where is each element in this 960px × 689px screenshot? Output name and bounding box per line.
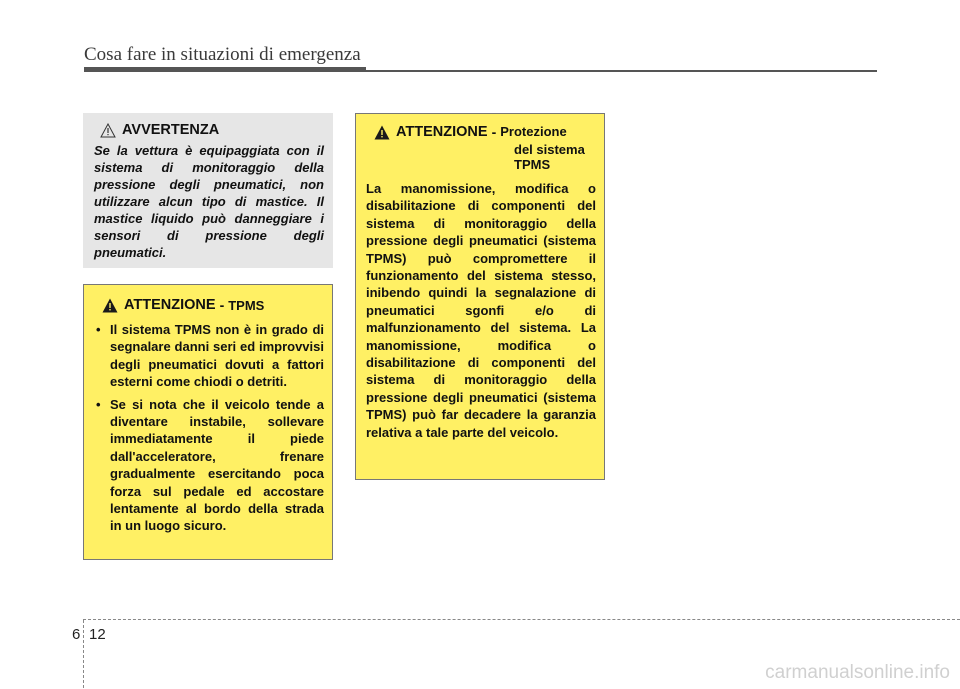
attenzione-protezione-heading bbox=[366, 124, 596, 140]
attenzione-protezione-label: ATTENZIONE bbox=[396, 124, 488, 140]
header-rule-thick bbox=[84, 67, 366, 72]
attenzione-tpms-list bbox=[94, 321, 324, 535]
attenzione-protezione-sub-line3: TPMS bbox=[514, 157, 551, 172]
section-number: 6 bbox=[72, 626, 81, 643]
warning-triangle-outline-icon bbox=[100, 123, 116, 138]
list-item-text: Il sistema TPMS non è in grado di segnalare danni seri ed improvvisi degli pneumatici dovuti a fattori esterni come chiodi o detriti. bbox=[110, 322, 324, 390]
attenzione-tpms-box bbox=[83, 284, 333, 560]
attenzione-tpms-separator: - bbox=[219, 297, 225, 313]
attenzione-protezione-separator: - bbox=[491, 124, 497, 140]
footer-rule-horizontal bbox=[83, 619, 960, 620]
attenzione-protezione-box bbox=[355, 113, 605, 480]
watermark: carmanualsonline.info bbox=[765, 662, 950, 683]
footer-rule-vertical bbox=[83, 620, 84, 688]
warning-triangle-filled-icon bbox=[102, 298, 118, 313]
header-rule-thin bbox=[366, 70, 877, 72]
list-item-text: Se si nota che il veicolo tende a diventare instabile, sollevare immediatamente il piede dall'acceleratore, frenare gradualmente esercitando poca forza sul pedale ed accostare lentamente al bordo della strada in un luogo sicuro. bbox=[110, 396, 324, 534]
attenzione-protezione-sub-line1: Protezione bbox=[500, 124, 567, 139]
page-number: 12 bbox=[89, 626, 106, 643]
avvertenza-box bbox=[83, 113, 333, 268]
page-header-title: Cosa fare in situazioni di emergenza bbox=[84, 44, 361, 65]
attenzione-tpms-label: ATTENZIONE bbox=[124, 297, 216, 313]
attenzione-tpms-sub: TPMS bbox=[228, 297, 265, 313]
list-item: • Se si nota che il veicolo tende a diventare instabile, sollevare immediatamente il piede dall'acceleratore, frenare gradualmente esercitando poca forza sul pedale ed accostare lentamente al bordo della strada in un luogo sicuro. bbox=[96, 396, 324, 534]
avvertenza-heading bbox=[94, 122, 324, 138]
warning-triangle-filled-icon bbox=[374, 125, 390, 140]
attenzione-tpms-heading bbox=[94, 297, 324, 313]
avvertenza-label: AVVERTENZA bbox=[122, 122, 220, 138]
avvertenza-text: Se la vettura è equipaggiata con il sistema di monitoraggio della pressione degli pneumatici, non utilizzare alcun tipo di mastice. Il mastice liquido può danneggiare i sensori di pressione degli pneumatici. bbox=[94, 143, 324, 260]
list-item: • Il sistema TPMS non è in grado di segnalare danni seri ed improvvisi degli pneumatici dovuti a fattori esterni come chiodi o detriti. bbox=[96, 322, 324, 390]
attenzione-protezione-sub-line2: del sistema bbox=[514, 142, 585, 157]
attenzione-protezione-text: La manomissione, modifica o disabilitazione di componenti del sistema di monitoraggio della pressione degli pneumatici (sistema TPMS) può compromettere il funzionamento del sistema stesso, inibendo quindi la segnalazione di pneumatici sgonfi e/o di malfunzionamento del sistema. La manomissione, modifica o disabilitazione di componenti del sistema di monitoraggio della pressione degli pneumatici (sistema TPMS) può far decadere la garanzia relativa a tale parte del veicolo. bbox=[366, 181, 596, 440]
